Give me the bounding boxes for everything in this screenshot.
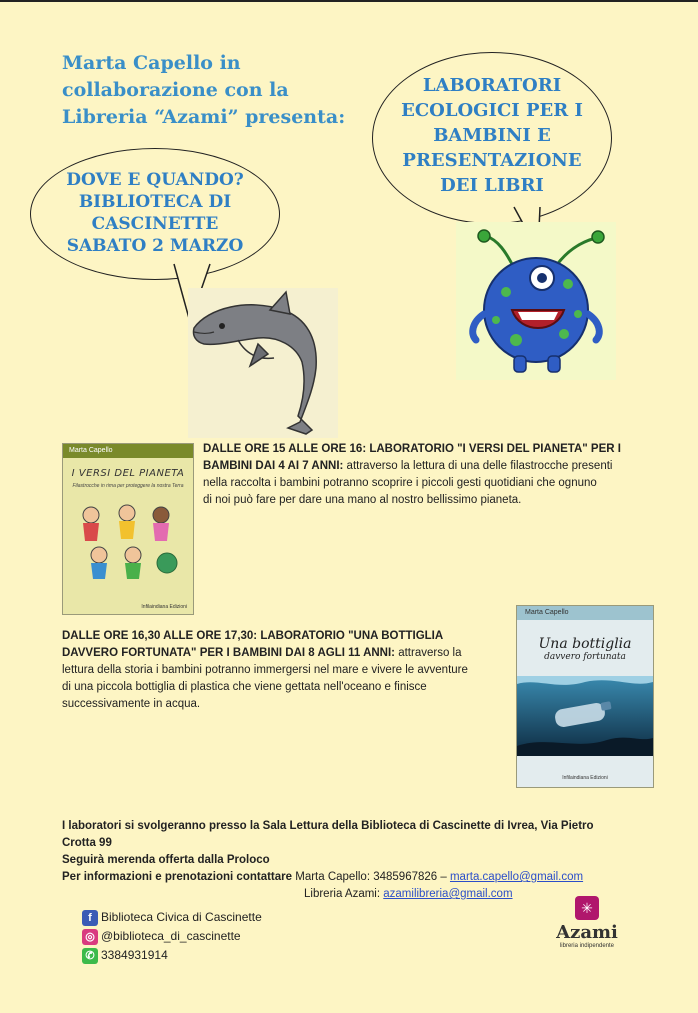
- book-author: Marta Capello: [517, 606, 653, 620]
- book-subtitle: davvero fortunata: [544, 652, 626, 662]
- workshop-2-description: [62, 628, 506, 713]
- bubble-line: PRESENTAZIONE: [402, 150, 582, 171]
- intro-line: Marta Capello in: [62, 52, 241, 74]
- phone-icon: ✆: [82, 948, 98, 964]
- phone-number: 3384931914: [101, 948, 168, 963]
- phone-row[interactable]: [82, 948, 168, 964]
- book-cover-bottiglia-fortunata: [516, 605, 654, 788]
- top-border: [0, 0, 698, 2]
- azami-logo: [552, 896, 622, 949]
- workshops-bubble: [372, 52, 612, 224]
- info-block: [62, 818, 652, 903]
- bubble-line: LABORATORI: [422, 75, 562, 96]
- intro-text: [62, 50, 362, 131]
- azami-tagline: libreria indipendente: [559, 943, 615, 949]
- intro-line: Libreria “Azami” presenta:: [62, 106, 346, 128]
- facebook-row[interactable]: [82, 910, 262, 926]
- workshop-2-text: lettura della storia i bambini potranno immergersi nel mare e vivere le avventure: [62, 664, 468, 676]
- where-when-bubble: [30, 148, 280, 280]
- workshop-2-text: di una piccola bottiglia di plastica che viene gettata nell'oceano e finisce: [62, 681, 427, 693]
- venue-text: Crotta 99: [62, 837, 112, 849]
- bubble-line: BAMBINI E: [433, 125, 551, 146]
- workshop-2-text: attraverso la: [395, 647, 462, 659]
- instagram-row[interactable]: [82, 929, 241, 945]
- azami-name: Azami: [556, 922, 618, 943]
- workshop-1-age: BAMBINI DAI 4 AI 7 ANNI:: [203, 460, 344, 472]
- workshop-2-text: successivamente in acqua.: [62, 698, 201, 710]
- monster-illustration: [456, 222, 616, 380]
- workshop-1-text: nella raccolta i bambini potranno scoprire i piccoli gesti quotidiani che ognuno: [203, 477, 597, 489]
- contact-label: Per informazioni e prenotazioni contattare: [62, 871, 293, 883]
- book-publisher: Infilaindiana Edizioni: [141, 604, 187, 610]
- azami-flower-icon: ✳: [575, 896, 599, 920]
- bubble-line: BIBLIOTECA DI: [78, 192, 232, 212]
- book-title: I VERSI DEL PIANETA: [71, 468, 185, 479]
- workshop-2-age: DAVVERO FORTUNATA" PER I BAMBINI DAI 8 AGLI 11 ANNI:: [62, 647, 396, 659]
- workshop-1-description: [203, 441, 673, 509]
- book-cover-versi-del-pianeta: [62, 443, 194, 615]
- facebook-icon: f: [82, 910, 98, 926]
- bubble-line: DEI LIBRI: [440, 175, 544, 196]
- snack-text: Seguirà merenda offerta dalla Proloco: [62, 854, 270, 866]
- bubble-line: CASCINETTE: [91, 214, 219, 234]
- workshop-2-heading: DALLE ORE 16,30 ALLE ORE 17,30: LABORATORIO "UNA BOTTIGLIA: [62, 630, 444, 642]
- instagram-icon: ◎: [82, 929, 98, 945]
- intro-line: collaborazione con la: [62, 79, 289, 101]
- book-author: Marta Capello: [63, 444, 193, 458]
- ocean-bottle-illustration: [517, 676, 653, 756]
- workshop-1-text: di noi può fare per dare una mano al nostro bellissimo pianeta.: [203, 494, 522, 506]
- venue-text: I laboratori si svolgeranno presso la Sala Lettura della Biblioteca di Cascinette di Ivrea, Via Pietro: [62, 820, 594, 832]
- bubble-line: ECOLOGICI PER I: [401, 100, 583, 121]
- bubble-line: SABATO 2 MARZO: [66, 236, 244, 256]
- bubble-line: DOVE E QUANDO?: [66, 170, 244, 190]
- contact-marta: Marta Capello: 3485967826 –: [292, 871, 450, 883]
- contact-azami: Libreria Azami:: [304, 888, 384, 900]
- facebook-name: Biblioteca Civica di Cascinette: [101, 910, 262, 925]
- book-subtitle: Filastrocche in rima per proteggere la nostra Terra: [72, 483, 184, 489]
- workshop-1-heading: DALLE ORE 15 ALLE ORE 16: LABORATORIO "I VERSI DEL PIANETA" PER I: [203, 443, 621, 455]
- email-link-marta[interactable]: marta.capello@gmail.com: [449, 871, 584, 883]
- workshop-1-text: attraverso la lettura di una delle filastrocche presenti: [343, 460, 613, 472]
- dolphin-illustration: [188, 288, 338, 438]
- book-title: Una bottiglia: [538, 636, 632, 652]
- children-illustration: [63, 493, 191, 583]
- book-publisher: Infilaindiana Edizioni: [562, 775, 608, 781]
- email-link-azami[interactable]: azamilibreria@gmail.com: [383, 888, 513, 900]
- instagram-handle: @biblioteca_di_cascinette: [101, 929, 241, 944]
